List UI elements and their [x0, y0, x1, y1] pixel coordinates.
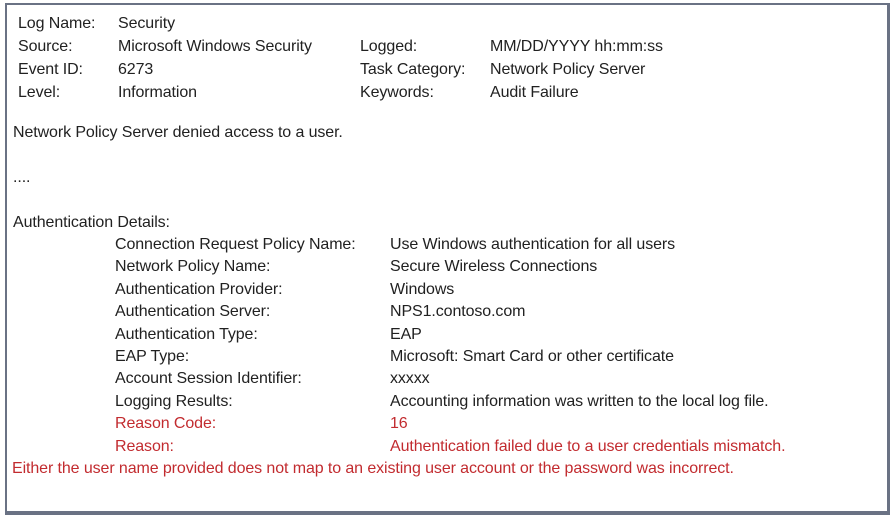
detail-value: Windows [390, 280, 455, 298]
field-label: Log Name: [18, 15, 96, 32]
detail-value: xxxxx [390, 370, 430, 388]
detail-label: EAP Type: [115, 348, 190, 366]
field-value: 6273 [118, 61, 154, 78]
auth-detail-row [13, 391, 886, 413]
detail-label: Reason Code: [115, 415, 217, 433]
auth-detail-row-reason [13, 436, 886, 458]
detail-value: Secure Wireless Connections [390, 258, 598, 276]
auth-detail-row [13, 368, 886, 390]
field-value: Information [118, 84, 197, 101]
detail-label: Authentication Server: [115, 303, 271, 321]
blank-line [13, 189, 886, 211]
auth-details-heading: Authentication Details: [13, 213, 170, 231]
auth-detail-row [13, 279, 886, 301]
field-value: Network Policy Server [490, 61, 646, 78]
auth-detail-row [13, 346, 886, 368]
header-row-log-name [18, 12, 884, 35]
detail-label: Logging Results: [115, 392, 233, 410]
field-label: Keywords: [360, 84, 434, 101]
detail-value: EAP [390, 325, 422, 343]
detail-value: Microsoft: Smart Card or other certificate [390, 348, 674, 366]
header-row-source-logged [18, 35, 884, 58]
detail-label: Authentication Type: [115, 325, 258, 343]
event-description: Network Policy Server denied access to a user. [13, 124, 343, 141]
auth-detail-row-reason-code [13, 413, 886, 435]
detail-value: Accounting information was written to the local log file. [390, 392, 769, 410]
event-description-block [13, 122, 886, 480]
detail-value: Use Windows authentication for all users [390, 236, 676, 253]
blank-line [13, 144, 886, 166]
field-value: MM/DD/YYYY hh:mm:ss [490, 38, 663, 55]
field-label [360, 12, 490, 35]
field-value: Audit Failure [490, 84, 579, 101]
header-row-eventid-taskcategory [18, 58, 884, 81]
field-label: Level: [18, 84, 61, 101]
ellipsis-line: .... [13, 168, 31, 186]
detail-value: Authentication failed due to a user credentials mismatch. [390, 437, 786, 455]
field-label: Task Category: [360, 61, 466, 78]
detail-label: Connection Request Policy Name: [115, 236, 356, 253]
auth-detail-row [13, 324, 886, 346]
field-label: Event ID: [18, 61, 83, 78]
failure-explanation-note: Either the user name provided does not map to an existing user account or the password was incorrect. [12, 460, 734, 478]
field-value [490, 12, 884, 35]
field-value: Security [118, 15, 175, 32]
event-header [18, 12, 884, 104]
header-row-level-keywords [18, 81, 884, 104]
auth-detail-row [13, 301, 886, 323]
field-label: Source: [18, 38, 73, 55]
detail-label: Reason: [115, 437, 174, 455]
field-value: Microsoft Windows Security [118, 38, 312, 55]
detail-value: NPS1.contoso.com [390, 303, 526, 321]
detail-value: 16 [390, 415, 408, 433]
auth-detail-row [13, 234, 886, 256]
auth-detail-row [13, 256, 886, 278]
field-label: Logged: [360, 38, 418, 55]
detail-label: Authentication Provider: [115, 280, 283, 298]
detail-label: Network Policy Name: [115, 258, 271, 276]
detail-label: Account Session Identifier: [115, 370, 302, 388]
